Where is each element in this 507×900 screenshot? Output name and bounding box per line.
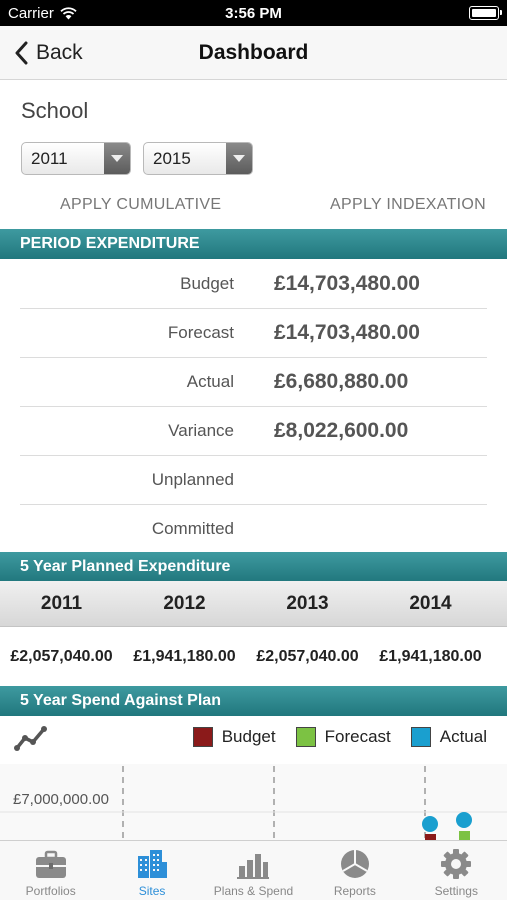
- period-expenditure-header: PERIOD EXPENDITURE: [0, 229, 507, 259]
- apply-cumulative-button[interactable]: APPLY CUMULATIVE: [60, 196, 222, 213]
- end-year-select[interactable]: [143, 142, 253, 175]
- expenditure-row-variance: [0, 406, 507, 455]
- legend-swatch-budget: [193, 727, 213, 747]
- bar-chart-icon: [236, 848, 270, 880]
- line-chart-icon[interactable]: [14, 726, 48, 752]
- end-year-value: 2015: [153, 148, 191, 168]
- planned-years-row[interactable]: [0, 581, 507, 627]
- tab-label: Plans & Spend: [213, 884, 294, 898]
- year-cell: 2011: [40, 593, 83, 614]
- spend-against-plan-header: 5 Year Spend Against Plan: [0, 686, 507, 716]
- chart-legend: [173, 727, 487, 747]
- briefcase-icon: [34, 848, 68, 880]
- legend-label: Forecast: [324, 727, 391, 746]
- legend-label: Budget: [221, 727, 276, 746]
- tab-portfolios[interactable]: [0, 841, 101, 900]
- start-year-value: 2011: [31, 148, 68, 168]
- navigation-bar: [0, 26, 507, 80]
- spend-chart[interactable]: [0, 764, 507, 840]
- forecast-bar-mark: [459, 831, 470, 840]
- carrier-label: Carrier: [8, 4, 54, 22]
- wifi-icon: [60, 7, 77, 20]
- legend-item-forecast[interactable]: [296, 727, 391, 747]
- expenditure-value: £14,703,480.00: [274, 271, 420, 295]
- y-tick-label: £7,000,000.00: [13, 791, 109, 808]
- expenditure-value: £14,703,480.00: [274, 320, 420, 344]
- expenditure-value: £6,680,880.00: [274, 369, 409, 393]
- year-cell: 2013: [286, 593, 329, 614]
- expenditure-value: £8,022,600.00: [274, 418, 409, 442]
- expenditure-label: Forecast: [167, 322, 234, 342]
- expenditure-row-committed: [0, 504, 507, 553]
- apply-indexation-button[interactable]: APPLY INDEXATION: [330, 196, 486, 213]
- expenditure-label: Unplanned: [151, 469, 234, 489]
- expenditure-label: Variance: [168, 420, 234, 440]
- legend-swatch-forecast: [296, 727, 316, 747]
- page-title: Dashboard: [198, 40, 309, 64]
- actual-point-mark[interactable]: [422, 816, 438, 832]
- legend-item-actual[interactable]: [411, 727, 487, 747]
- buildings-icon: [135, 848, 169, 880]
- expenditure-row-forecast: [0, 308, 507, 357]
- planned-values-row[interactable]: [0, 628, 507, 686]
- expenditure-label: Actual: [186, 371, 234, 391]
- status-left: [8, 5, 77, 22]
- tab-sites[interactable]: [101, 841, 202, 900]
- legend-label: Actual: [439, 727, 487, 746]
- legend-item-budget[interactable]: [193, 727, 276, 747]
- site-name: School: [21, 98, 89, 123]
- expenditure-row-budget: [0, 259, 507, 308]
- tab-label: Sites: [138, 884, 166, 898]
- planned-value-cell: £2,057,040.00: [10, 648, 113, 665]
- planned-value-cell: £1,941,180.00: [133, 648, 236, 665]
- tab-bar: [0, 840, 507, 900]
- expenditure-row-actual: [0, 357, 507, 406]
- status-bar: [0, 0, 507, 26]
- year-cell: 2012: [163, 593, 206, 614]
- legend-swatch-actual: [411, 727, 431, 747]
- actual-point-mark[interactable]: [456, 812, 472, 828]
- back-label: Back: [36, 41, 83, 64]
- planned-expenditure-header: 5 Year Planned Expenditure: [0, 552, 507, 582]
- dropdown-arrow-icon: [226, 143, 252, 174]
- status-time: 3:56 PM: [225, 4, 282, 22]
- chevron-left-icon: [14, 41, 28, 65]
- battery-icon: [469, 6, 499, 20]
- planned-value-cell: £1,941,180.00: [379, 648, 482, 665]
- tab-label: Portfolios: [25, 884, 76, 898]
- expenditure-label: Committed: [151, 518, 234, 538]
- tab-label: Settings: [434, 884, 478, 898]
- pie-chart-icon: [338, 848, 372, 880]
- gear-icon: [439, 848, 473, 880]
- planned-value-cell: £2,057,040.00: [256, 648, 359, 665]
- expenditure-row-unplanned: [0, 455, 507, 504]
- start-year-select[interactable]: [21, 142, 131, 175]
- tab-settings[interactable]: [406, 841, 507, 900]
- tab-plans-and-spend[interactable]: [203, 841, 304, 900]
- dropdown-arrow-icon: [104, 143, 130, 174]
- tab-label: Reports: [333, 884, 376, 898]
- tab-reports[interactable]: [304, 841, 405, 900]
- year-cell: 2014: [409, 593, 452, 614]
- chart-legend-area: [0, 716, 507, 764]
- expenditure-label: Budget: [180, 273, 234, 293]
- back-button[interactable]: [14, 26, 83, 80]
- spend-chart-svg: [0, 764, 507, 840]
